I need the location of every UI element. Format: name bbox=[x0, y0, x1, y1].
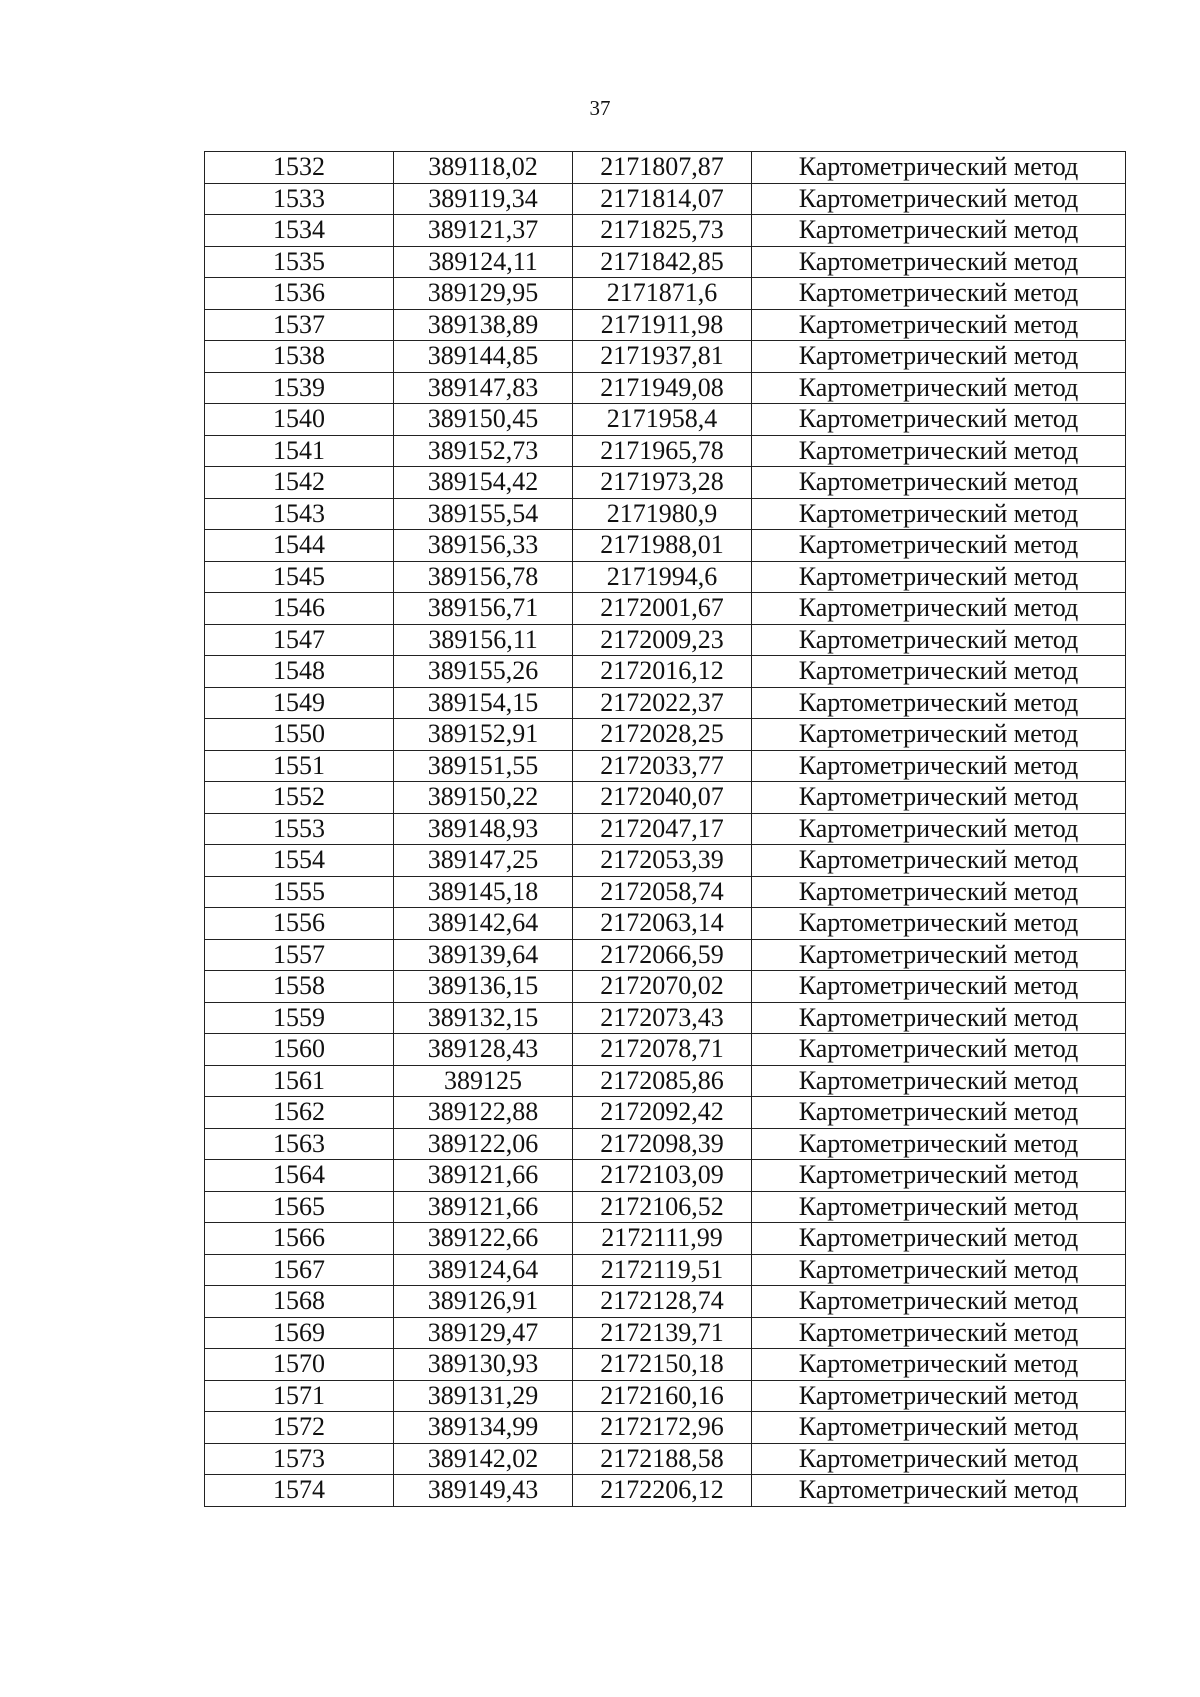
table-row bbox=[205, 1223, 1126, 1255]
table-row bbox=[205, 1065, 1126, 1097]
method-cell: Картометрический метод bbox=[752, 1034, 1126, 1066]
method-cell: Картометрический метод bbox=[752, 1254, 1126, 1286]
method-cell: Картометрический метод bbox=[752, 183, 1126, 215]
point-number-cell: 1559 bbox=[205, 1002, 394, 1034]
x-coordinate-cell: 389154,42 bbox=[394, 467, 573, 499]
coordinates-table-body bbox=[205, 152, 1126, 1507]
y-coordinate-cell: 2172058,74 bbox=[573, 876, 752, 908]
table-row bbox=[205, 908, 1126, 940]
point-number-cell: 1553 bbox=[205, 813, 394, 845]
table-row bbox=[205, 1097, 1126, 1129]
point-number-cell: 1565 bbox=[205, 1191, 394, 1223]
y-coordinate-cell: 2172128,74 bbox=[573, 1286, 752, 1318]
point-number-cell: 1555 bbox=[205, 876, 394, 908]
table-row bbox=[205, 1254, 1126, 1286]
method-cell: Картометрический метод bbox=[752, 341, 1126, 373]
table-row bbox=[205, 561, 1126, 593]
page-number: 37 bbox=[589, 96, 611, 120]
y-coordinate-cell: 2172033,77 bbox=[573, 750, 752, 782]
x-coordinate-cell: 389122,88 bbox=[394, 1097, 573, 1129]
x-coordinate-cell: 389142,02 bbox=[394, 1443, 573, 1475]
table-row bbox=[205, 813, 1126, 845]
x-coordinate-cell: 389132,15 bbox=[394, 1002, 573, 1034]
point-number-cell: 1532 bbox=[205, 152, 394, 184]
y-coordinate-cell: 2172016,12 bbox=[573, 656, 752, 688]
table-row bbox=[205, 687, 1126, 719]
x-coordinate-cell: 389145,18 bbox=[394, 876, 573, 908]
y-coordinate-cell: 2172092,42 bbox=[573, 1097, 752, 1129]
table-row bbox=[205, 719, 1126, 751]
point-number-cell: 1540 bbox=[205, 404, 394, 436]
point-number-cell: 1536 bbox=[205, 278, 394, 310]
method-cell: Картометрический метод bbox=[752, 1286, 1126, 1318]
method-cell: Картометрический метод bbox=[752, 372, 1126, 404]
method-cell: Картометрический метод bbox=[752, 750, 1126, 782]
x-coordinate-cell: 389155,54 bbox=[394, 498, 573, 530]
point-number-cell: 1533 bbox=[205, 183, 394, 215]
y-coordinate-cell: 2171994,6 bbox=[573, 561, 752, 593]
y-coordinate-cell: 2172001,67 bbox=[573, 593, 752, 625]
x-coordinate-cell: 389156,33 bbox=[394, 530, 573, 562]
point-number-cell: 1546 bbox=[205, 593, 394, 625]
x-coordinate-cell: 389129,95 bbox=[394, 278, 573, 310]
table-row bbox=[205, 1002, 1126, 1034]
table-row bbox=[205, 1412, 1126, 1444]
y-coordinate-cell: 2171980,9 bbox=[573, 498, 752, 530]
y-coordinate-cell: 2171871,6 bbox=[573, 278, 752, 310]
x-coordinate-cell: 389138,89 bbox=[394, 309, 573, 341]
x-coordinate-cell: 389154,15 bbox=[394, 687, 573, 719]
x-coordinate-cell: 389125 bbox=[394, 1065, 573, 1097]
y-coordinate-cell: 2172040,07 bbox=[573, 782, 752, 814]
method-cell: Картометрический метод bbox=[752, 1191, 1126, 1223]
method-cell: Картометрический метод bbox=[752, 498, 1126, 530]
point-number-cell: 1542 bbox=[205, 467, 394, 499]
x-coordinate-cell: 389124,64 bbox=[394, 1254, 573, 1286]
table-row bbox=[205, 215, 1126, 247]
table-row bbox=[205, 309, 1126, 341]
x-coordinate-cell: 389144,85 bbox=[394, 341, 573, 373]
table-row bbox=[205, 1160, 1126, 1192]
method-cell: Картометрический метод bbox=[752, 1443, 1126, 1475]
point-number-cell: 1541 bbox=[205, 435, 394, 467]
y-coordinate-cell: 2171911,98 bbox=[573, 309, 752, 341]
method-cell: Картометрический метод bbox=[752, 1002, 1126, 1034]
y-coordinate-cell: 2172150,18 bbox=[573, 1349, 752, 1381]
y-coordinate-cell: 2172103,09 bbox=[573, 1160, 752, 1192]
table-row bbox=[205, 152, 1126, 184]
x-coordinate-cell: 389121,66 bbox=[394, 1191, 573, 1223]
table-row bbox=[205, 1443, 1126, 1475]
y-coordinate-cell: 2172172,96 bbox=[573, 1412, 752, 1444]
y-coordinate-cell: 2171973,28 bbox=[573, 467, 752, 499]
point-number-cell: 1557 bbox=[205, 939, 394, 971]
method-cell: Картометрический метод bbox=[752, 1128, 1126, 1160]
point-number-cell: 1550 bbox=[205, 719, 394, 751]
method-cell: Картометрический метод bbox=[752, 1317, 1126, 1349]
point-number-cell: 1547 bbox=[205, 624, 394, 656]
y-coordinate-cell: 2172070,02 bbox=[573, 971, 752, 1003]
point-number-cell: 1573 bbox=[205, 1443, 394, 1475]
y-coordinate-cell: 2171965,78 bbox=[573, 435, 752, 467]
x-coordinate-cell: 389122,06 bbox=[394, 1128, 573, 1160]
table-row bbox=[205, 1128, 1126, 1160]
table-row bbox=[205, 971, 1126, 1003]
method-cell: Картометрический метод bbox=[752, 908, 1126, 940]
point-number-cell: 1571 bbox=[205, 1380, 394, 1412]
x-coordinate-cell: 389121,66 bbox=[394, 1160, 573, 1192]
method-cell: Картометрический метод bbox=[752, 845, 1126, 877]
x-coordinate-cell: 389134,99 bbox=[394, 1412, 573, 1444]
method-cell: Картометрический метод bbox=[752, 1412, 1126, 1444]
table-row bbox=[205, 656, 1126, 688]
point-number-cell: 1574 bbox=[205, 1475, 394, 1507]
table-row bbox=[205, 876, 1126, 908]
x-coordinate-cell: 389147,25 bbox=[394, 845, 573, 877]
method-cell: Картометрический метод bbox=[752, 1065, 1126, 1097]
method-cell: Картометрический метод bbox=[752, 971, 1126, 1003]
table-row bbox=[205, 278, 1126, 310]
y-coordinate-cell: 2171958,4 bbox=[573, 404, 752, 436]
method-cell: Картометрический метод bbox=[752, 561, 1126, 593]
point-number-cell: 1548 bbox=[205, 656, 394, 688]
x-coordinate-cell: 389118,02 bbox=[394, 152, 573, 184]
y-coordinate-cell: 2172047,17 bbox=[573, 813, 752, 845]
method-cell: Картометрический метод bbox=[752, 215, 1126, 247]
table-row bbox=[205, 1349, 1126, 1381]
x-coordinate-cell: 389148,93 bbox=[394, 813, 573, 845]
x-coordinate-cell: 389152,91 bbox=[394, 719, 573, 751]
point-number-cell: 1562 bbox=[205, 1097, 394, 1129]
point-number-cell: 1549 bbox=[205, 687, 394, 719]
point-number-cell: 1572 bbox=[205, 1412, 394, 1444]
method-cell: Картометрический метод bbox=[752, 719, 1126, 751]
y-coordinate-cell: 2171949,08 bbox=[573, 372, 752, 404]
table-row bbox=[205, 624, 1126, 656]
y-coordinate-cell: 2171937,81 bbox=[573, 341, 752, 373]
method-cell: Картометрический метод bbox=[752, 656, 1126, 688]
point-number-cell: 1538 bbox=[205, 341, 394, 373]
y-coordinate-cell: 2172028,25 bbox=[573, 719, 752, 751]
method-cell: Картометрический метод bbox=[752, 309, 1126, 341]
method-cell: Картометрический метод bbox=[752, 1223, 1126, 1255]
table-row bbox=[205, 1286, 1126, 1318]
table-row bbox=[205, 498, 1126, 530]
y-coordinate-cell: 2172111,99 bbox=[573, 1223, 752, 1255]
point-number-cell: 1569 bbox=[205, 1317, 394, 1349]
x-coordinate-cell: 389150,22 bbox=[394, 782, 573, 814]
method-cell: Картометрический метод bbox=[752, 876, 1126, 908]
x-coordinate-cell: 389139,64 bbox=[394, 939, 573, 971]
y-coordinate-cell: 2171814,07 bbox=[573, 183, 752, 215]
method-cell: Картометрический метод bbox=[752, 782, 1126, 814]
method-cell: Картометрический метод bbox=[752, 1160, 1126, 1192]
x-coordinate-cell: 389119,34 bbox=[394, 183, 573, 215]
point-number-cell: 1554 bbox=[205, 845, 394, 877]
x-coordinate-cell: 389156,78 bbox=[394, 561, 573, 593]
y-coordinate-cell: 2172066,59 bbox=[573, 939, 752, 971]
y-coordinate-cell: 2172139,71 bbox=[573, 1317, 752, 1349]
x-coordinate-cell: 389124,11 bbox=[394, 246, 573, 278]
x-coordinate-cell: 389142,64 bbox=[394, 908, 573, 940]
method-cell: Картометрический метод bbox=[752, 467, 1126, 499]
y-coordinate-cell: 2172063,14 bbox=[573, 908, 752, 940]
y-coordinate-cell: 2172160,16 bbox=[573, 1380, 752, 1412]
method-cell: Картометрический метод bbox=[752, 939, 1126, 971]
table-row bbox=[205, 246, 1126, 278]
table-row bbox=[205, 845, 1126, 877]
y-coordinate-cell: 2172078,71 bbox=[573, 1034, 752, 1066]
y-coordinate-cell: 2172009,23 bbox=[573, 624, 752, 656]
x-coordinate-cell: 389128,43 bbox=[394, 1034, 573, 1066]
y-coordinate-cell: 2172022,37 bbox=[573, 687, 752, 719]
method-cell: Картометрический метод bbox=[752, 813, 1126, 845]
coordinates-table bbox=[204, 151, 1126, 1507]
method-cell: Картометрический метод bbox=[752, 593, 1126, 625]
point-number-cell: 1539 bbox=[205, 372, 394, 404]
table-row bbox=[205, 1034, 1126, 1066]
y-coordinate-cell: 2172188,58 bbox=[573, 1443, 752, 1475]
y-coordinate-cell: 2172119,51 bbox=[573, 1254, 752, 1286]
method-cell: Картометрический метод bbox=[752, 530, 1126, 562]
table-row bbox=[205, 939, 1126, 971]
x-coordinate-cell: 389122,66 bbox=[394, 1223, 573, 1255]
point-number-cell: 1564 bbox=[205, 1160, 394, 1192]
table-row bbox=[205, 750, 1126, 782]
point-number-cell: 1544 bbox=[205, 530, 394, 562]
table-row bbox=[205, 1191, 1126, 1223]
point-number-cell: 1561 bbox=[205, 1065, 394, 1097]
x-coordinate-cell: 389121,37 bbox=[394, 215, 573, 247]
method-cell: Картометрический метод bbox=[752, 1349, 1126, 1381]
y-coordinate-cell: 2172206,12 bbox=[573, 1475, 752, 1507]
point-number-cell: 1535 bbox=[205, 246, 394, 278]
x-coordinate-cell: 389136,15 bbox=[394, 971, 573, 1003]
table-row bbox=[205, 782, 1126, 814]
y-coordinate-cell: 2172106,52 bbox=[573, 1191, 752, 1223]
method-cell: Картометрический метод bbox=[752, 1097, 1126, 1129]
point-number-cell: 1570 bbox=[205, 1349, 394, 1381]
point-number-cell: 1543 bbox=[205, 498, 394, 530]
table-row bbox=[205, 1317, 1126, 1349]
method-cell: Картометрический метод bbox=[752, 246, 1126, 278]
method-cell: Картометрический метод bbox=[752, 624, 1126, 656]
y-coordinate-cell: 2172053,39 bbox=[573, 845, 752, 877]
y-coordinate-cell: 2172085,86 bbox=[573, 1065, 752, 1097]
y-coordinate-cell: 2171842,85 bbox=[573, 246, 752, 278]
table-row bbox=[205, 1475, 1126, 1507]
point-number-cell: 1534 bbox=[205, 215, 394, 247]
x-coordinate-cell: 389150,45 bbox=[394, 404, 573, 436]
y-coordinate-cell: 2171825,73 bbox=[573, 215, 752, 247]
method-cell: Картометрический метод bbox=[752, 404, 1126, 436]
method-cell: Картометрический метод bbox=[752, 152, 1126, 184]
point-number-cell: 1566 bbox=[205, 1223, 394, 1255]
point-number-cell: 1537 bbox=[205, 309, 394, 341]
point-number-cell: 1545 bbox=[205, 561, 394, 593]
y-coordinate-cell: 2172098,39 bbox=[573, 1128, 752, 1160]
point-number-cell: 1568 bbox=[205, 1286, 394, 1318]
point-number-cell: 1551 bbox=[205, 750, 394, 782]
x-coordinate-cell: 389130,93 bbox=[394, 1349, 573, 1381]
table-row bbox=[205, 404, 1126, 436]
table-row bbox=[205, 530, 1126, 562]
x-coordinate-cell: 389126,91 bbox=[394, 1286, 573, 1318]
table-row bbox=[205, 341, 1126, 373]
x-coordinate-cell: 389149,43 bbox=[394, 1475, 573, 1507]
method-cell: Картометрический метод bbox=[752, 687, 1126, 719]
point-number-cell: 1556 bbox=[205, 908, 394, 940]
x-coordinate-cell: 389151,55 bbox=[394, 750, 573, 782]
table-row bbox=[205, 593, 1126, 625]
x-coordinate-cell: 389156,11 bbox=[394, 624, 573, 656]
method-cell: Картометрический метод bbox=[752, 435, 1126, 467]
y-coordinate-cell: 2171988,01 bbox=[573, 530, 752, 562]
point-number-cell: 1563 bbox=[205, 1128, 394, 1160]
x-coordinate-cell: 389152,73 bbox=[394, 435, 573, 467]
y-coordinate-cell: 2171807,87 bbox=[573, 152, 752, 184]
table-row bbox=[205, 183, 1126, 215]
table-row bbox=[205, 1380, 1126, 1412]
table-row bbox=[205, 467, 1126, 499]
point-number-cell: 1560 bbox=[205, 1034, 394, 1066]
point-number-cell: 1558 bbox=[205, 971, 394, 1003]
method-cell: Картометрический метод bbox=[752, 1380, 1126, 1412]
table-row bbox=[205, 435, 1126, 467]
x-coordinate-cell: 389147,83 bbox=[394, 372, 573, 404]
x-coordinate-cell: 389131,29 bbox=[394, 1380, 573, 1412]
point-number-cell: 1552 bbox=[205, 782, 394, 814]
x-coordinate-cell: 389155,26 bbox=[394, 656, 573, 688]
x-coordinate-cell: 389156,71 bbox=[394, 593, 573, 625]
x-coordinate-cell: 389129,47 bbox=[394, 1317, 573, 1349]
point-number-cell: 1567 bbox=[205, 1254, 394, 1286]
method-cell: Картометрический метод bbox=[752, 1475, 1126, 1507]
method-cell: Картометрический метод bbox=[752, 278, 1126, 310]
table-row bbox=[205, 372, 1126, 404]
y-coordinate-cell: 2172073,43 bbox=[573, 1002, 752, 1034]
